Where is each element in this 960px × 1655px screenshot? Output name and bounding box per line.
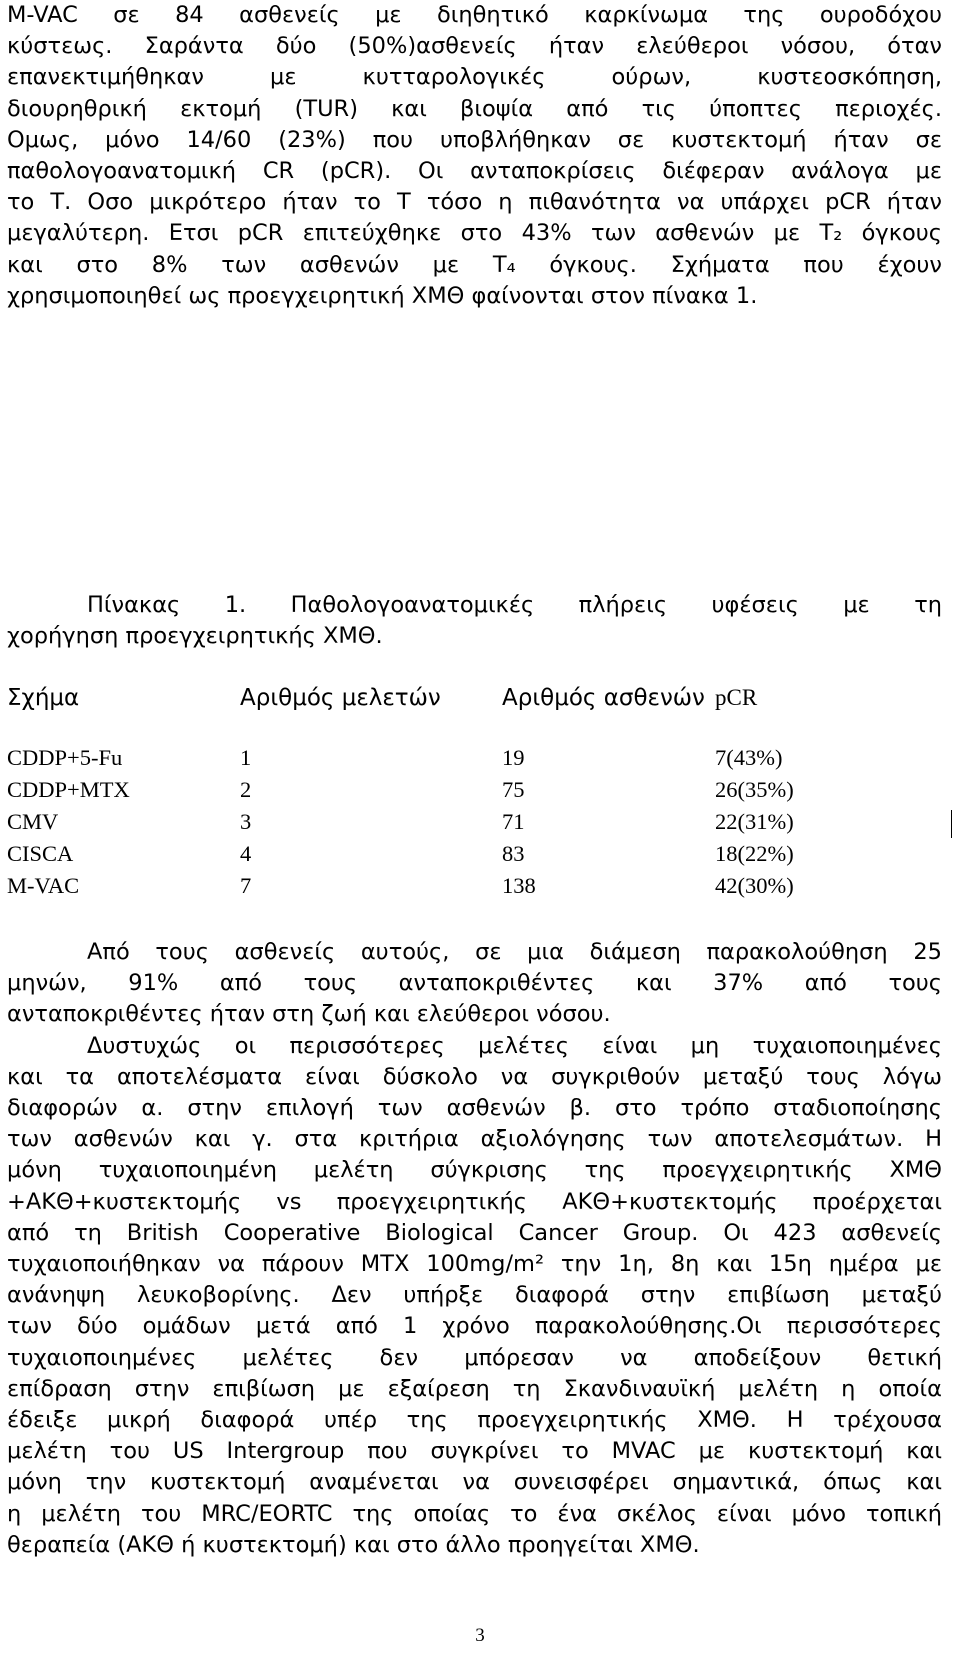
text-line: η μελέτη του MRC/EORTC της οποίας το ένα σκέλος είναι μόνο τοπική	[7, 1500, 942, 1527]
text-line: τυχαιοποιήθηκαν να πάρουν MTX 100mg/m² την 1η, 8η και 15η ημέρα με	[7, 1251, 942, 1278]
cell-studies: 4	[240, 841, 252, 866]
table-header-row	[7, 685, 942, 723]
text-line: των ασθενών και γ. στα κριτήρια αξιολόγησης των αποτελεσμάτων. Η	[7, 1126, 942, 1153]
page-number: 3	[475, 1625, 485, 1646]
text-line: επανεκτιμήθηκαν με κυτταρολογικές ούρων, κυστεοσκόπηση,	[7, 64, 942, 91]
column-header-regimen: Σχήμα	[7, 685, 80, 711]
text-line: μόνη τυχαιοποιημένη μελέτη σύγκρισης της προεγχειρητικής ΧΜΘ	[7, 1157, 942, 1184]
text-line: διαφορών α. στην επιλογή των ασθενών β. στο τρόπο σταδιοποίησης	[7, 1095, 942, 1122]
text-line: των δύο ομάδων μετά από 1 χρόνο παρακολούθησης.Οι περισσότερες	[7, 1313, 942, 1340]
cell-patients: 71	[502, 809, 525, 834]
text-line: χρησιμοποιηθεί ως προεγχειρητική ΧΜΘ φαίνονται στον πίνακα 1.	[7, 282, 758, 309]
text-line: θεραπεία (ΑΚΘ ή κυστεκτομή) και στο άλλο προηγείται ΧΜΘ.	[7, 1531, 700, 1558]
table-row	[7, 745, 942, 777]
cell-pcr: 26(35%)	[715, 777, 794, 802]
intro-paragraph	[7, 0, 942, 312]
caption-line: Πίνακας 1. Παθολογοανατομικές πλήρεις υφέσεις με τη	[87, 592, 942, 618]
text-line: κύστεως. Σαράντα δύο (50%)ασθενείς ήταν ελεύθεροι νόσου, όταν	[7, 33, 942, 60]
text-line: έδειξε μικρή διαφορά υπέρ της προεγχειρητικής ΧΜΘ. Η τρέχουσα	[7, 1407, 942, 1434]
text-line: το Τ. Οσο μικρότερο ήταν το Τ τόσο η πιθανότητα να υπάρχει pCR ήταν	[7, 189, 942, 216]
regimens-table	[7, 685, 942, 905]
cell-pcr: 42(30%)	[715, 873, 794, 898]
column-header-patients: Αριθμός ασθενών	[502, 685, 705, 711]
cell-regimen: CDDP+5-Fu	[7, 745, 123, 770]
text-line: M-VAC σε 84 ασθενείς με διηθητικό καρκίνωμα της ουροδόχου	[7, 2, 942, 28]
cell-patients: 83	[502, 841, 525, 866]
table-row	[7, 873, 942, 905]
margin-mark	[951, 810, 952, 838]
cell-pcr: 18(22%)	[715, 841, 794, 866]
cell-studies: 7	[240, 873, 252, 898]
cell-patients: 19	[502, 745, 525, 770]
cell-regimen: CDDP+MTX	[7, 777, 130, 802]
text-line: μεγαλύτερη. Ετσι pCR επιτεύχθηκε στο 43% των ασθενών με Τ₂ όγκους	[7, 220, 942, 247]
text-line: διουρηθρική εκτομή (TUR) και βιοψία από τις ύποπτες περιοχές.	[7, 95, 942, 122]
cell-regimen: M-VAC	[7, 873, 80, 898]
table-caption	[7, 590, 942, 652]
cell-regimen: CMV	[7, 809, 59, 834]
text-line: μόνη την κυστεκτομή αναμένεται να συνεισφέρει σημαντικά, όπως και	[7, 1469, 942, 1496]
caption-line: χορήγηση προεγχειρητικής ΧΜΘ.	[7, 623, 383, 650]
cell-patients: 138	[502, 873, 536, 898]
discussion-section	[7, 937, 942, 1561]
text-line: και τα αποτελέσματα είναι δύσκολο να συγκριθούν μεταξύ τους λόγω	[7, 1063, 942, 1090]
cell-studies: 2	[240, 777, 252, 802]
table-row	[7, 841, 942, 873]
text-line: Από τους ασθενείς αυτούς, σε μια διάμεση παρακολούθηση 25	[87, 939, 942, 965]
text-line: Ομως, μόνο 14/60 (23%) που υποβλήθηκαν σε κυστεκτομή ήταν σε	[7, 126, 942, 153]
text-line: τυχαιοποιημένες μελέτες δεν μπόρεσαν να αποδείξουν θετική	[7, 1344, 942, 1371]
cell-pcr: 7(43%)	[715, 745, 783, 770]
cell-studies: 1	[240, 745, 252, 770]
column-header-studies: Αριθμός μελετών	[240, 685, 441, 711]
cell-studies: 3	[240, 809, 252, 834]
text-line: Δυστυχώς οι περισσότερες μελέτες είναι μη τυχαιοποιημένες	[87, 1032, 942, 1059]
text-line: ανάνηψη λευκοβορίνης. Δεν υπήρξε διαφορά στην επιβίωση μεταξύ	[7, 1282, 942, 1309]
text-line: μηνών, 91% από τους ανταποκριθέντες και 37% από τους	[7, 970, 942, 997]
table-row	[7, 777, 942, 809]
text-line: ανταποκριθέντες ήταν στη ζωή και ελεύθεροι νόσου.	[7, 1001, 611, 1028]
cell-pcr: 22(31%)	[715, 809, 794, 834]
text-line: παθολογοανατομική CR (pCR). Οι ανταποκρίσεις διέφεραν ανάλογα με	[7, 158, 942, 185]
table-row	[7, 809, 942, 841]
column-header-pcr: pCR	[715, 685, 758, 710]
text-line: μελέτη του US Intergroup που συγκρίνει το MVAC με κυστεκτομή και	[7, 1438, 942, 1465]
cell-patients: 75	[502, 777, 525, 802]
cell-regimen: CISCA	[7, 841, 74, 866]
text-line: και στο 8% των ασθενών με Τ₄ όγκους. Σχήματα που έχουν	[7, 251, 942, 278]
text-line: +ΑΚΘ+κυστεκτομής vs προεγχειρητικής ΑΚΘ+κυστεκτομής προέρχεται	[7, 1188, 942, 1215]
text-line: από τη British Cooperative Biological Cancer Group. Οι 423 ασθενείς	[7, 1219, 942, 1246]
text-line: επίδραση στην επιβίωση με εξαίρεση τη Σκανδιναυϊκή μελέτη η οποία	[7, 1375, 942, 1402]
